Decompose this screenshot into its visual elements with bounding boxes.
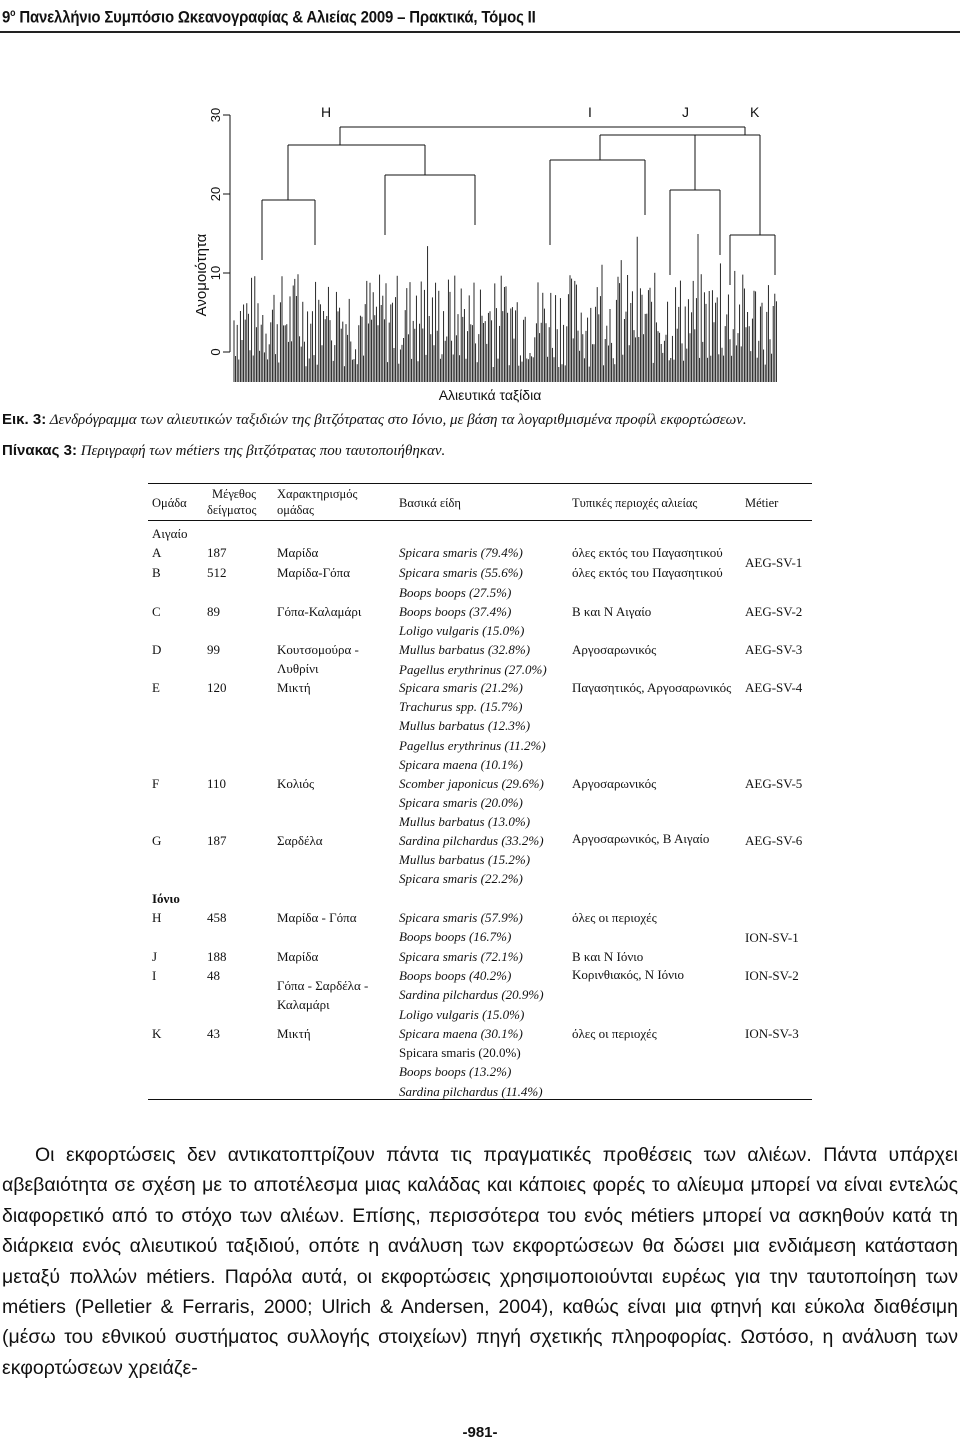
group-size: 187 [207,545,227,560]
table-top-rule [148,483,812,484]
branch [385,145,475,235]
fishing-area: Αργοσαρωνικός [572,776,657,791]
header-group: Ομάδα [152,496,187,510]
group-id: F [152,776,160,791]
table-caption-text: Περιγραφή των métiers της βιτζότρατας που ταυτοποιήθηκαν. [76,443,446,459]
header-species: Βασικά είδη [399,496,461,510]
header-char-2: ομάδας [277,503,314,517]
group-char: Μαρίδα [277,545,319,560]
y-ticks [208,108,230,356]
species: Boops boops (27.5%) [399,585,512,600]
header-rule [0,31,960,33]
species: Sardina pilchardus (11.4%) [399,1084,543,1099]
metier-code: AEG-SV-2 [745,604,803,619]
group-size: 48 [207,968,220,983]
group-size: 99 [207,642,220,657]
group-size: 512 [207,565,227,580]
group-id: K [152,1026,162,1041]
section-aegean: Αιγαίο [152,526,188,541]
group-id: I [152,968,157,983]
species: Pagellus erythrinus (11.2%) [399,738,546,753]
fishing-area: Αργοσαρωνικός [572,642,657,657]
group-id: H [152,910,162,925]
metier-code: AEG-SV-5 [745,776,803,791]
metier-code: ION-SV-3 [745,1026,799,1041]
branch [550,135,645,245]
header-size-1: Μέγεθος [212,487,257,501]
fishing-area: Παγασητικός, Αργοσαρωνικός [572,680,732,695]
group-size: 120 [207,680,227,695]
figure-caption [2,410,747,430]
species: Boops boops (37.4%) [399,604,512,619]
fishing-area: Β και Ν Αιγαίο [572,604,652,619]
cluster-label-j: J [682,104,689,120]
branch [730,135,775,285]
species: Loligo vulgaris (15.0%) [399,623,525,638]
group-id: E [152,680,160,695]
species: Spicara smaris (20.0%) [399,1045,521,1060]
header-areas: Τυπικές περιοχές αλιείας [572,496,698,510]
species: Spicara smaris (22.2%) [399,871,523,886]
fishing-area: Κορινθιακός, Ν Ιόνιο [572,967,685,982]
figure-caption-label: Εικ. 3: [2,411,47,428]
y-tick-label: 10 [208,265,223,281]
fishing-area: όλες οι περιοχές [572,910,657,925]
branch [670,135,720,275]
section-ionian: Ιόνιο [152,891,180,906]
metier-code: ION-SV-1 [745,930,799,945]
y-tick-label: 20 [208,186,223,202]
species: Trachurus spp. (15.7%) [399,699,523,714]
group-size: 43 [207,1026,220,1041]
group-id: C [152,604,161,619]
species: Mullus barbatus (15.2%) [399,852,531,867]
cluster-label-k: K [750,104,760,120]
species: Boops boops (40.2%) [399,968,512,983]
group-size: 458 [207,910,227,925]
cluster-h-link [288,127,425,145]
x-axis-label: Αλιευτικά ταξίδια [438,387,542,403]
species: Spicara smaris (55.6%) [399,565,523,580]
group-char: Λυθρίνι [277,661,319,676]
species: Spicara maena (30.1%) [399,1026,523,1041]
group-id: G [152,833,162,848]
cluster-labels [321,104,760,120]
metier-code: AEG-SV-3 [745,642,803,657]
group-char: Μαρίδα - Γόπα [277,910,357,925]
header-text: Πανελλήνιο Συμπόσιο Ωκεανογραφίας & Αλιείας 2009 – Πρακτικά, Τόμος II [15,7,536,27]
figure-caption-text: Δενδρόγραμμα των αλιευτικών ταξιδιών της βιτζότρατας στο Ιόνιο, με βάση τα λογαριθμισμένα προφίλ εκφορτώσεων. [46,412,747,428]
branch [262,145,315,260]
species: Spicara smaris (20.0%) [399,795,523,810]
page-number: -981- [462,1424,498,1441]
species: Spicara smaris (72.1%) [399,949,523,964]
fishing-area: όλες οι περιοχές [572,1026,657,1041]
species: Mullus barbatus (13.0%) [399,814,531,829]
species: Spicara smaris (57.9%) [399,910,523,925]
species: Spicara maena (10.1%) [399,757,523,772]
group-char: Σαρδέλα [277,833,323,848]
species: Boops boops (16.7%) [399,929,512,944]
group-size: 188 [207,949,227,964]
header-size-2: δείγματος [207,503,257,517]
group-size: 89 [207,604,220,619]
group-char: Μικτή [277,1026,311,1041]
group-char: Γόπα - Σαρδέλα - [277,978,369,993]
header-char-1: Χαρακτηρισμός [277,487,358,501]
metier-code: AEG-SV-6 [745,833,803,848]
group-id: D [152,642,162,657]
y-axis-label: Ανομοιότητα [193,233,210,317]
group-char: Γόπα-Καλαμάρι [277,604,362,619]
group-id: B [152,565,161,580]
species: Spicara smaris (21.2%) [399,680,523,695]
body-paragraph [2,1140,958,1383]
dendrogram-leaves [234,234,776,382]
fishing-area: Β και Ν Ιόνιο [572,949,644,964]
group-char: Καλαμάρι [277,997,330,1012]
group-char: Μαρίδα-Γόπα [277,565,351,580]
y-tick-label: 30 [208,107,223,123]
species: Boops boops (13.2%) [399,1064,512,1079]
table-caption [2,441,445,461]
metier-code: AEG-SV-4 [745,680,803,695]
species: Sardina pilchardus (33.2%) [399,833,544,848]
metier-code: AEG-SV-1 [745,555,803,570]
y-tick-label: 0 [208,348,223,356]
group-char: Κολιός [277,776,315,791]
group-id: J [152,949,158,964]
group-size: 110 [207,776,227,791]
species: Spicara smaris (79.4%) [399,545,523,560]
group-char: Μαρίδα [277,949,319,964]
cluster-ijk-link [600,127,760,135]
table-caption-label: Πίνακας 3: [2,442,77,459]
species: Loligo vulgaris (15.0%) [399,1007,525,1022]
group-char: Κουτσομούρα - [277,642,359,657]
species: Scomber japonicus (29.6%) [399,776,544,791]
cluster-label-i: I [588,104,592,120]
header-metier: Métier [745,496,779,510]
body-text: Οι εκφορτώσεις δεν αντικατοπτρίζουν πάντα τις πραγματικές προθέσεις των αλιέων. Πάντα υπάρχει αβεβαιότητα σε σχέση με το αποτέλεσμα μιας καλάδας και κάποιες φορές το αλίευμα μπορεί να είναι εντελώς διαφορετικό από το στόχο των αλιέων. Επίσης, περισσότερα του ενός métiers μπορεί να ασκηθούν κατά τη διάρκεια ενός αλιευτικού ταξιδιού, οπότε η ανάλυση των εκφορτώσεων θα δώσει μια ενδιάμεση κατάσταση μεταξύ πολλών métiers. Παρόλα αυτά, οι εκφορτώσεις χρησιμοποιούνται ευρέως για την ταυτοποίηση των métiers (Pelletier & Ferraris, 2000; Ulrich & Andersen, 2004), καθώς είναι μια φτηνή και εύκολα διαθέσιμη (μέσω του εθνικού συστήματος συλλογής στοιχείων) πηγή σχετικής πληροφορίας. Ωστόσο, η ανάλυση των εκφορτώσεων χρειάζε- [2,1144,958,1379]
conf-number-sup: ο [10,8,16,19]
dendrogram-figure [190,95,780,405]
group-id: A [152,545,162,560]
group-size: 187 [207,833,227,848]
fishing-area: όλες εκτός του Παγασητικού [572,565,723,580]
group-char: Μικτή [277,680,311,695]
species: Pagellus erythrinus (27.0%) [399,662,547,677]
running-header [2,2,843,28]
cluster-label-h: H [321,104,332,120]
table-header-rule [148,520,812,521]
species: Mullus barbatus (12.3%) [399,718,531,733]
fishing-area: όλες εκτός του Παγασητικού [572,545,723,560]
species: Sardina pilchardus (20.9%) [399,987,544,1002]
species: Mullus barbatus (32.8%) [399,642,531,657]
fishing-area: Αργοσαρωνικός, Β Αιγαίο [572,831,710,846]
conf-number: 9 [2,7,11,27]
metier-code: ION-SV-2 [745,968,799,983]
